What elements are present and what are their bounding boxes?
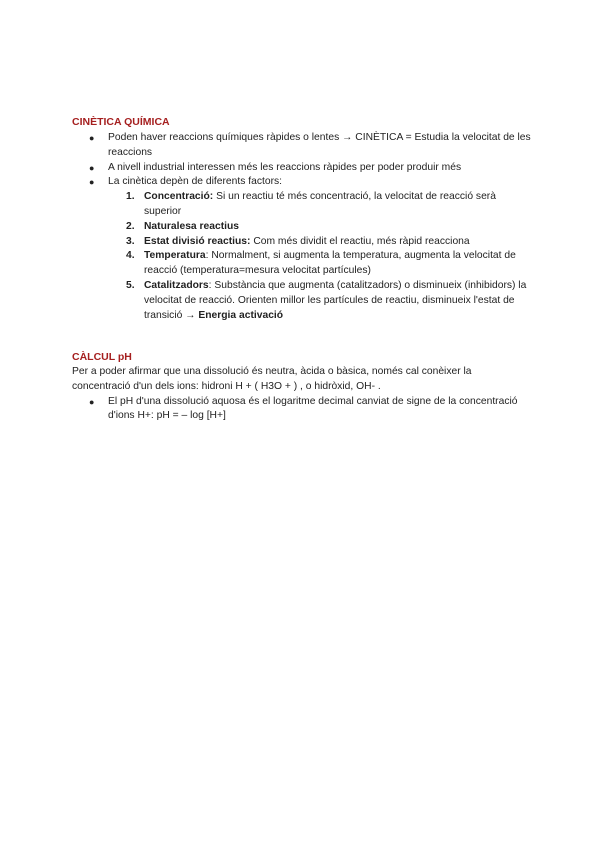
- item-number: 3.: [126, 235, 135, 247]
- list-item: [72, 161, 532, 176]
- factor-item: [72, 235, 532, 250]
- bullet-icon: ●: [89, 396, 95, 407]
- factor-text-bold: Energia activació: [198, 309, 284, 321]
- item-number: 4.: [126, 250, 135, 262]
- section-heading: CINÈTICA QUÍMICA: [72, 116, 170, 128]
- factor-item: [72, 220, 532, 235]
- factors-list: [72, 190, 532, 323]
- list-item: [72, 175, 532, 190]
- bullet-list: [72, 395, 532, 425]
- intro-paragraph: Per a poder afirmar que una dissolució és neutra, àcida o bàsica, només cal conèixer la concentració d'un dels ions: hidroni H + ( H3O + ) , o hidròxid, OH- .: [72, 366, 472, 392]
- bullet-icon: ●: [89, 162, 95, 173]
- factor-label: Catalitzadors: [144, 279, 209, 291]
- list-item-text: A nivell industrial interessen més les reaccions ràpides per poder produir més: [108, 161, 462, 173]
- factor-text: Si un reactiu té més concentració, la velocitat de reacció serà superior: [144, 191, 496, 217]
- factor-text: : Substància que augmenta (catalitzadors) o disminueix (inhibidors) la velocitat de reacció. Orienten millor les partícules de reactiu, disminueix l'estat de transició →: [144, 279, 527, 321]
- list-item-text: Poden haver reaccions químiques ràpides o lentes → CINÈTICA = Estudia la velocitat de les reaccions: [108, 132, 531, 158]
- section-cinetica-quimica: [72, 115, 532, 323]
- factor-label: Estat divisió reactius:: [144, 235, 251, 247]
- item-number: 1.: [126, 191, 135, 203]
- section-calcul-ph: [72, 350, 532, 424]
- item-number: 5.: [126, 279, 135, 291]
- bullet-icon: ●: [89, 133, 95, 143]
- list-item: [72, 395, 532, 425]
- factor-text: Com més dividit el reactiu, més ràpid reacciona: [250, 235, 470, 247]
- factor-item: [72, 190, 532, 220]
- list-item-text: El pH d'una dissolució aquosa és el logaritme decimal canviat de signe de la concentració d'ions H+: pH = – log [H+]: [108, 395, 518, 422]
- bullet-list: [72, 131, 532, 190]
- item-number: 2.: [126, 220, 135, 232]
- section-heading: CÀLCUL pH: [72, 351, 132, 363]
- list-item: [72, 131, 532, 161]
- factor-label: Naturalesa reactius: [144, 220, 240, 232]
- bullet-icon: ●: [89, 177, 95, 188]
- list-item-text: La cinètica depèn de diferents factors:: [108, 176, 283, 188]
- factor-label: Temperatura: [144, 250, 206, 262]
- factor-item: [72, 249, 532, 279]
- factor-label: Concentració:: [144, 191, 214, 203]
- factor-item: [72, 279, 532, 323]
- factor-text: : Normalment, si augmenta la temperatura, augmenta la velocitat de reacció (temperatura=mesura velocitat partícules): [144, 250, 516, 277]
